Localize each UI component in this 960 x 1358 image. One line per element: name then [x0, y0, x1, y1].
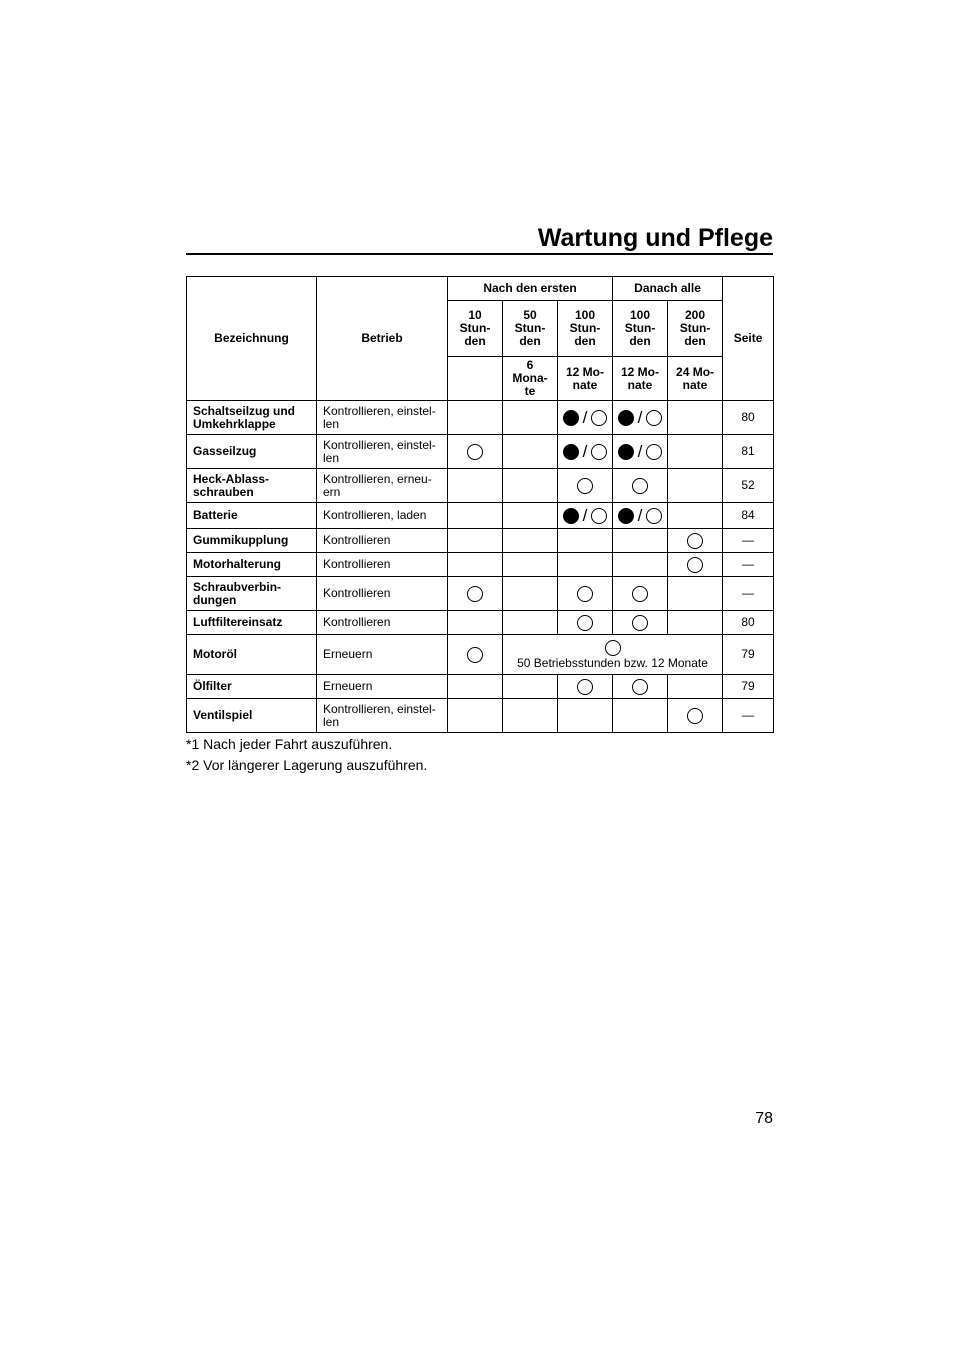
header-seite: Seite: [723, 277, 774, 401]
footnote-1: *1 Nach jeder Fahrt auszuführen.: [186, 736, 393, 752]
interval-cell: [668, 529, 723, 553]
table-row: [187, 577, 774, 611]
full-or-open-circle-icon: /: [618, 444, 662, 460]
open-circle-icon: [632, 586, 648, 602]
interval-cell: [668, 699, 723, 733]
interval-cell: [448, 553, 503, 577]
row-page: —: [723, 529, 774, 553]
interval-cell: [503, 529, 558, 553]
interval-cell: [668, 553, 723, 577]
interval-cell: [558, 675, 613, 699]
interval-cell: [503, 435, 558, 469]
interval-cell: [613, 675, 668, 699]
full-or-open-circle-icon: /: [563, 444, 607, 460]
interval-cell: [448, 503, 503, 529]
interval-cell: [448, 611, 503, 635]
table-row: [187, 699, 774, 733]
table-row: [187, 675, 774, 699]
row-operation: Kontrollieren, einstel- len: [317, 401, 448, 435]
row-name: Ölfilter: [187, 675, 317, 699]
open-circle-icon: [632, 478, 648, 494]
interval-cell: [558, 611, 613, 635]
row-name: Gummikupplung: [187, 529, 317, 553]
interval-cell: [503, 699, 558, 733]
interval-cell: [668, 435, 723, 469]
interval-cell: [448, 401, 503, 435]
row-page: 81: [723, 435, 774, 469]
header-100-stunden-first: 100 Stun- den: [558, 301, 613, 357]
interval-cell: [613, 435, 668, 469]
open-circle-icon: [687, 708, 703, 724]
interval-cell: [558, 699, 613, 733]
interval-cell: [558, 435, 613, 469]
table-row: [187, 611, 774, 635]
table-row: [187, 635, 774, 675]
interval-cell: [668, 611, 723, 635]
header-12-monate-then: 12 Mo- nate: [613, 357, 668, 401]
row-operation: Kontrollieren, einstel- len: [317, 699, 448, 733]
table-row: [187, 401, 774, 435]
full-or-open-circle-icon: /: [618, 508, 662, 524]
row-operation: Kontrollieren: [317, 611, 448, 635]
header-months-empty: [448, 357, 503, 401]
interval-cell: [668, 401, 723, 435]
page-number: 78: [755, 1110, 773, 1127]
interval-cell: [503, 469, 558, 503]
row-name: Schaltseilzug und Umkehrklappe: [187, 401, 317, 435]
interval-cell: [613, 553, 668, 577]
maintenance-table: [186, 276, 774, 733]
interval-cell: [668, 577, 723, 611]
interval-cell: [613, 577, 668, 611]
full-or-open-circle-icon: /: [618, 410, 662, 426]
header-24-monate: 24 Mo- nate: [668, 357, 723, 401]
table-row: [187, 503, 774, 529]
row-page: 79: [723, 635, 774, 675]
interval-cell: [503, 401, 558, 435]
header-danach-alle: Danach alle: [613, 277, 723, 301]
row-operation: Kontrollieren, einstel- len: [317, 435, 448, 469]
row-operation: Erneuern: [317, 675, 448, 699]
full-or-open-circle-icon: /: [563, 410, 607, 426]
table-row: [187, 529, 774, 553]
row-name: Luftfiltereinsatz: [187, 611, 317, 635]
header-bezeichnung: Bezeichnung: [187, 277, 317, 401]
row-name: Motorhalterung: [187, 553, 317, 577]
header-50-stunden: 50 Stun- den: [503, 301, 558, 357]
row-name: Motoröl: [187, 635, 317, 675]
open-circle-icon: [577, 586, 593, 602]
header-6-monate: 6 Mona- te: [503, 357, 558, 401]
interval-cell: [448, 635, 503, 675]
row-name: Gasseilzug: [187, 435, 317, 469]
interval-cell: [503, 675, 558, 699]
interval-cell: [503, 577, 558, 611]
interval-cell: [613, 401, 668, 435]
open-circle-icon: [632, 615, 648, 631]
interval-cell: [558, 401, 613, 435]
title-rule: [186, 253, 773, 255]
open-circle-icon: [605, 640, 621, 656]
row-name: Heck-Ablass- schrauben: [187, 469, 317, 503]
interval-cell: [613, 529, 668, 553]
row-page: —: [723, 699, 774, 733]
open-circle-icon: [467, 444, 483, 460]
interval-note: 50 Betriebsstunden bzw. 12 Monate: [517, 655, 708, 670]
table-row: [187, 553, 774, 577]
table-row: [187, 469, 774, 503]
row-operation: Erneuern: [317, 635, 448, 675]
interval-cell: [503, 635, 723, 675]
row-page: 80: [723, 401, 774, 435]
row-page: 80: [723, 611, 774, 635]
row-operation: Kontrollieren: [317, 529, 448, 553]
interval-cell: [448, 699, 503, 733]
open-circle-icon: [577, 478, 593, 494]
interval-cell: [668, 503, 723, 529]
interval-cell: [503, 503, 558, 529]
header-12-monate-first: 12 Mo- nate: [558, 357, 613, 401]
interval-cell: [558, 553, 613, 577]
open-circle-icon: [687, 557, 703, 573]
row-operation: Kontrollieren: [317, 553, 448, 577]
open-circle-icon: [577, 615, 593, 631]
row-name: Schraubverbin- dungen: [187, 577, 317, 611]
open-circle-icon: [577, 679, 593, 695]
interval-cell: [448, 577, 503, 611]
page-title: Wartung und Pflege: [537, 224, 773, 252]
interval-cell: [558, 577, 613, 611]
row-operation: Kontrollieren, erneu- ern: [317, 469, 448, 503]
interval-cell: [448, 529, 503, 553]
interval-cell: [503, 611, 558, 635]
interval-cell: [668, 675, 723, 699]
interval-cell: [503, 553, 558, 577]
open-circle-icon: [687, 533, 703, 549]
row-page: 84: [723, 503, 774, 529]
row-operation: Kontrollieren, laden: [317, 503, 448, 529]
row-page: —: [723, 553, 774, 577]
row-page: —: [723, 577, 774, 611]
interval-cell: [613, 469, 668, 503]
row-name: Batterie: [187, 503, 317, 529]
row-page: 79: [723, 675, 774, 699]
interval-cell: [613, 699, 668, 733]
interval-cell: [448, 675, 503, 699]
header-200-stunden: 200 Stun- den: [668, 301, 723, 357]
interval-cell: [613, 503, 668, 529]
header-nach-den-ersten: Nach den ersten: [448, 277, 613, 301]
footnote-2: *2 Vor längerer Lagerung auszuführen.: [186, 757, 428, 773]
header-100-stunden-then: 100 Stun- den: [613, 301, 668, 357]
open-circle-icon: [467, 586, 483, 602]
header-10-stunden: 10 Stun- den: [448, 301, 503, 357]
interval-cell: [613, 611, 668, 635]
header-betrieb: Betrieb: [317, 277, 448, 401]
row-page: 52: [723, 469, 774, 503]
interval-cell: [668, 469, 723, 503]
interval-cell: [448, 435, 503, 469]
interval-cell: [558, 469, 613, 503]
row-operation: Kontrollieren: [317, 577, 448, 611]
row-name: Ventilspiel: [187, 699, 317, 733]
interval-cell: [558, 503, 613, 529]
full-or-open-circle-icon: /: [563, 508, 607, 524]
table-row: [187, 435, 774, 469]
open-circle-icon: [467, 647, 483, 663]
open-circle-icon: [632, 679, 648, 695]
interval-cell: [448, 469, 503, 503]
interval-cell: [558, 529, 613, 553]
